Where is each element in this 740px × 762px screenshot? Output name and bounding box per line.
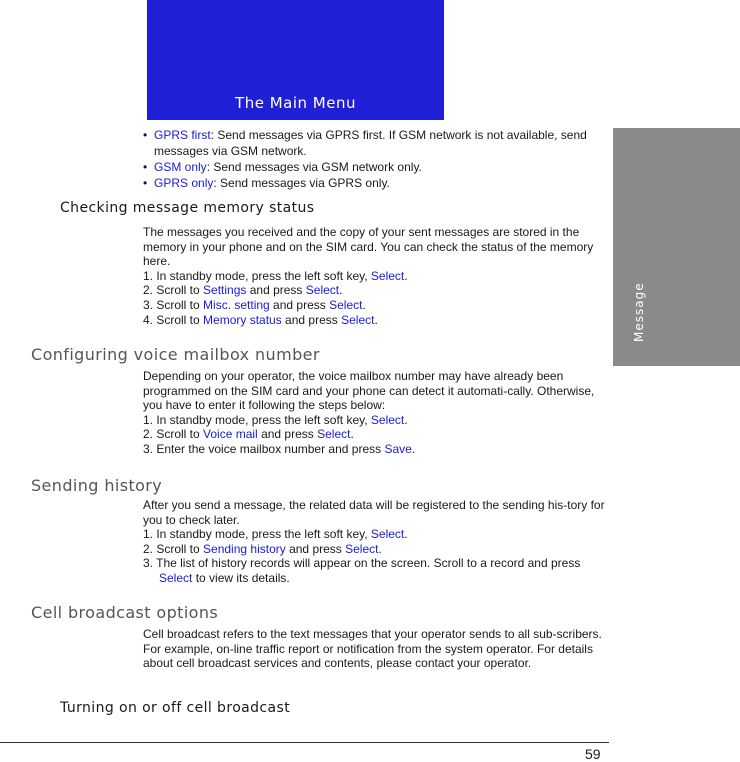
highlighted-term: Select (370, 412, 405, 427)
main-menu-title: The Main Menu (235, 94, 356, 112)
highlighted-term: Sending history (203, 541, 286, 556)
text-span: and press (246, 283, 306, 298)
text-span: . (378, 541, 382, 556)
step (143, 269, 610, 284)
text-span: and press (257, 427, 318, 442)
highlighted-term: Select (159, 570, 193, 585)
highlighted-term: Select (370, 268, 405, 283)
term: GPRS first (154, 128, 211, 142)
list-item (143, 159, 608, 175)
text-span: . (350, 427, 354, 442)
text-span: to view its details. (192, 570, 290, 585)
chapter-tab (613, 128, 740, 366)
list-item (143, 175, 608, 191)
highlighted-term: Voice mail (203, 427, 258, 442)
text-span: 1. In standby mode, press the left soft key, (143, 268, 371, 283)
text-span: and press (269, 297, 330, 312)
text-span: 1. In standby mode, press the left soft key, (143, 527, 371, 542)
highlighted-term: Settings (203, 283, 247, 298)
highlighted-term: Select (341, 312, 375, 327)
text-span: 2. Scroll to (143, 283, 204, 298)
highlighted-term: Select (345, 541, 379, 556)
section-body-voicemail (143, 369, 610, 457)
step (143, 427, 610, 442)
description: : Send messages via GSM network only. (206, 160, 422, 174)
text-span: 2. Scroll to (143, 541, 204, 556)
section-heading-memory: Checking message memory status (60, 200, 315, 216)
step (143, 313, 610, 328)
text-span: . (404, 527, 408, 542)
section-heading-broadcast-toggle: Turning on or off cell broadcast (60, 700, 291, 716)
text-span: 4. Scroll to (143, 312, 204, 327)
step (143, 527, 610, 542)
text-span: . (339, 283, 343, 298)
text-span: . (411, 441, 416, 456)
paragraph: After you send a message, the related data will be registered to the sending his-tory for you to check later. (143, 498, 605, 527)
step (143, 556, 610, 585)
text-span: . (362, 297, 366, 312)
step (143, 542, 610, 557)
highlighted-term: Misc. setting (203, 297, 270, 312)
text-span: and press (285, 541, 346, 556)
text-span: 3. Scroll to (143, 297, 204, 312)
section-heading-history: Sending history (31, 476, 163, 495)
list-item (143, 127, 608, 159)
paragraph: The messages you received and the copy of your sent messages are stored in the memory in your phone and on the SIM card. You can check the status of the memory here. (143, 225, 594, 269)
paragraph: Cell broadcast refers to the text messages that your operator sends to all sub-scribers. For example, on-line traffic report or notification from the system operator. For details about cell broadcast services and contents, please contact your operator. (143, 627, 602, 671)
section-body-history (143, 498, 610, 586)
text-span: 1. In standby mode, press the left soft key, (143, 412, 371, 427)
text-span: 3. The list of history records will appear on the screen. Scroll to a record and press (143, 556, 581, 571)
page-number: 59 (585, 746, 601, 762)
highlighted-term: Select (370, 527, 405, 542)
chapter-tab-label: Message (632, 282, 646, 342)
footer-divider (0, 742, 609, 743)
section-heading-broadcast: Cell broadcast options (31, 603, 219, 622)
section-heading-voicemail: Configuring voice mailbox number (31, 345, 320, 364)
highlighted-term: Select (317, 427, 351, 442)
text-span: 2. Scroll to (143, 427, 204, 442)
option-list (143, 127, 608, 191)
highlighted-term: Save (384, 441, 412, 456)
highlighted-term: Select (329, 297, 363, 312)
step (143, 442, 610, 457)
description: : Send messages via GPRS only. (213, 176, 390, 190)
text-span: . (404, 268, 408, 283)
description: : Send messages via GPRS first. If GSM network is not available, send messages via GSM network. (154, 128, 587, 158)
text-span: . (374, 312, 378, 327)
paragraph: Depending on your operator, the voice mailbox number may have already been programmed on the SIM card and your phone can detect it automati-cally. Otherwise, you have to enter it following the steps below: (143, 369, 595, 413)
highlighted-term: Memory status (203, 312, 282, 327)
highlighted-term: Select (305, 283, 340, 298)
text-span: . (404, 412, 408, 427)
step (143, 413, 610, 428)
section-body-broadcast (143, 627, 610, 671)
term: GSM only (154, 160, 207, 174)
step (143, 298, 610, 313)
text-span: and press (281, 312, 342, 327)
text-span: 3. Enter the voice mailbox number and press (143, 441, 385, 456)
section-body-memory (143, 225, 610, 327)
step (143, 283, 610, 298)
main-menu-banner (147, 0, 444, 120)
term: GPRS only (154, 176, 214, 190)
